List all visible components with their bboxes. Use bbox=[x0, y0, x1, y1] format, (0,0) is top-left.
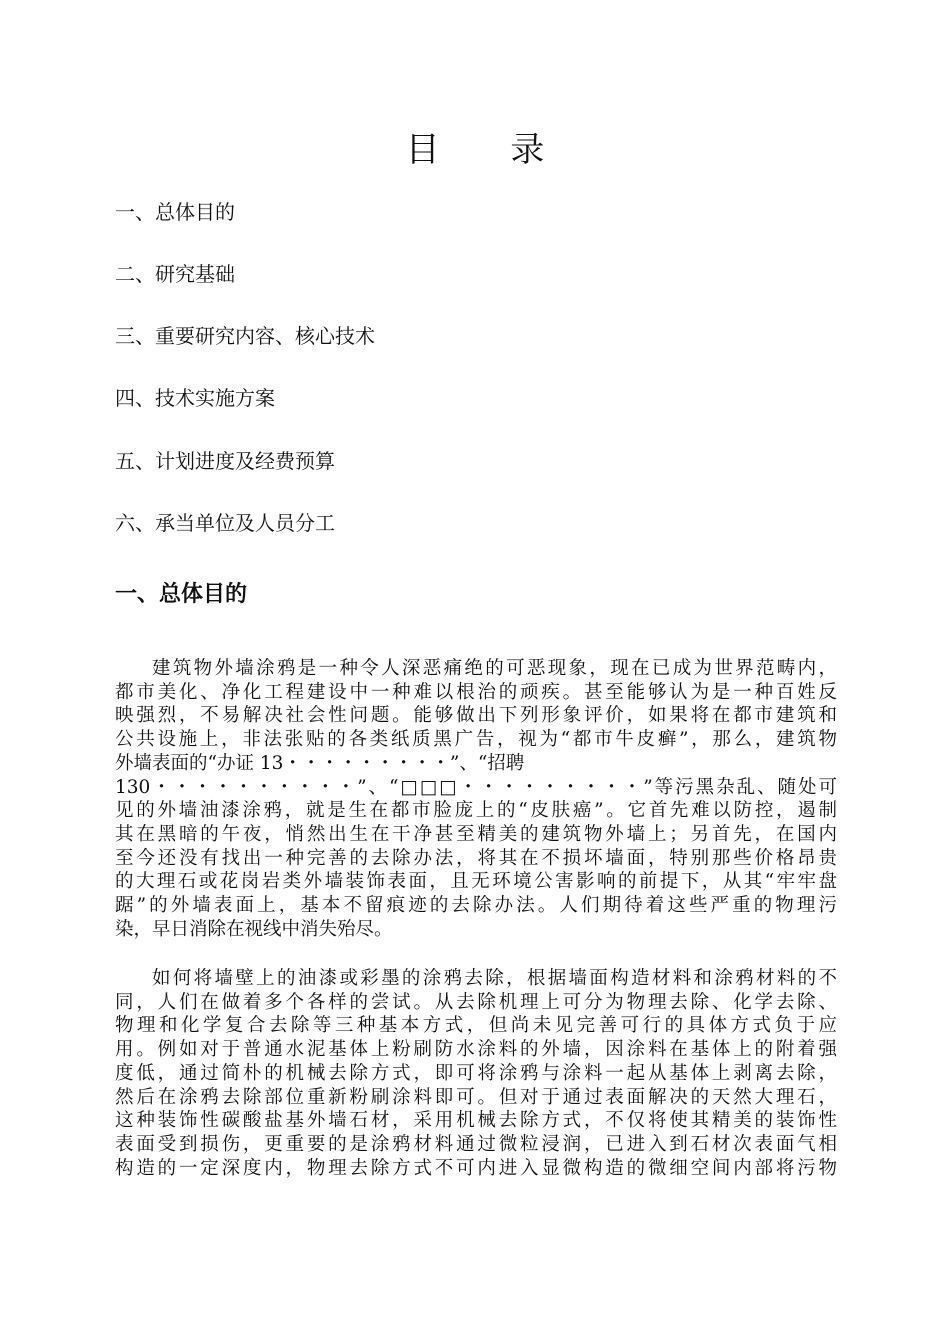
paragraph-line: 建筑物外墙涂鸦是一种令人深恶痛绝的可恶现象，现在已成为世界范畴内， bbox=[152, 658, 837, 679]
toc-item-schedule-budget[interactable]: 五、计划进度及经费预算 bbox=[115, 449, 335, 473]
paragraph-line: 其在黑暗的午夜，悄然出生在干净甚至精美的建筑物外墙上；另首先，在国内 bbox=[115, 823, 837, 845]
paragraph-line: 踞”的外墙表面上，基本不留痕迹的去除办法。人们期待着这些严重的物理污 bbox=[115, 895, 837, 917]
paragraph-line: 染，早日消除在视线中消失殆尽。 bbox=[115, 918, 393, 940]
paragraph-line: 映强烈，不易解决社会性问题。能够做出下列形象评价，如果将在都市建筑和 bbox=[115, 705, 837, 727]
section-heading: 一、总体目的 bbox=[115, 582, 248, 607]
paragraph-line: 同，人们在做着多个各样的尝试。从去除机理上可分为物理去除、化学去除、 bbox=[115, 991, 837, 1013]
toc-title: 目 录 bbox=[405, 130, 575, 170]
toc-item-research-basis[interactable]: 二、研究基础 bbox=[115, 262, 235, 286]
toc-item-units-staff[interactable]: 六、承当单位及人员分工 bbox=[115, 511, 335, 535]
paragraph-line: 公共设施上，非法张贴的各类纸质黑广告，视为“都市牛皮癣”，那么，建筑物 bbox=[115, 729, 837, 751]
toc-item-overall-purpose[interactable]: 一、总体目的 bbox=[115, 200, 235, 224]
paragraph-line: 都市美化、净化工程建设中一种难以根治的顽疾。甚至能够认为是一种百姓反 bbox=[115, 681, 837, 703]
paragraph-line: 这种装饰性碳酸盐基外墙石材，采用机械去除方式，不仅将使其精美的装饰性 bbox=[115, 1110, 837, 1132]
paragraph-line: 表面受到损伤，更重要的是涂鸦材料通过微粒浸润，已进入到石材次表面气相 bbox=[115, 1133, 837, 1155]
toc-item-implementation-plan[interactable]: 四、技术实施方案 bbox=[115, 386, 275, 410]
paragraph-line: 然后在涂鸦去除部位重新粉刷涂料即可。但对于通过表面解决的天然大理石， bbox=[115, 1086, 837, 1108]
paragraph-line: 物理和化学复合去除等三种基本方式，但尚未见完善可行的具体方式负于应 bbox=[115, 1015, 837, 1037]
paragraph-line: 外墙表面的“办证 13・・・・・・・・・”、“招聘 bbox=[115, 752, 525, 774]
paragraph-line: 构造的一定深度内，物理去除方式不可内进入显微构造的微细空间内部将污物 bbox=[115, 1157, 837, 1179]
body-paragraph-1 bbox=[115, 657, 837, 941]
paragraph-line: 130・・・・・・・・・・”、“□□□・・・・・・・・・”等污黑杂乱、随处可 bbox=[115, 776, 837, 798]
paragraph-line: 用。例如对于普通水泥基体上粉刷防水涂料的外墙，因涂料在基体上的附着强 bbox=[115, 1039, 837, 1061]
paragraph-line: 度低，通过简朴的机械去除方式，即可将涂鸦与涂料一起从基体上剥离去除， bbox=[115, 1062, 837, 1084]
paragraph-line: 的大理石或花岗岩类外墙装饰表面，且无环境公害影响的前提下，从其“牢牢盘 bbox=[115, 871, 837, 893]
body-paragraph-2 bbox=[115, 967, 837, 1180]
paragraph-line: 见的外墙油漆涂鸦，就是生在都市脸庞上的“皮肤癌”。它首先难以防控，遏制 bbox=[115, 800, 837, 822]
toc-item-research-content[interactable]: 三、重要研究内容、核心技术 bbox=[115, 324, 375, 348]
paragraph-line: 如何将墙壁上的油漆或彩墨的涂鸦去除，根据墙面构造材料和涂鸦材料的不 bbox=[152, 968, 837, 989]
paragraph-line: 至今还没有找出一种完善的去除办法，将其在不损坏墙面，特别那些价格昂贵 bbox=[115, 847, 837, 869]
